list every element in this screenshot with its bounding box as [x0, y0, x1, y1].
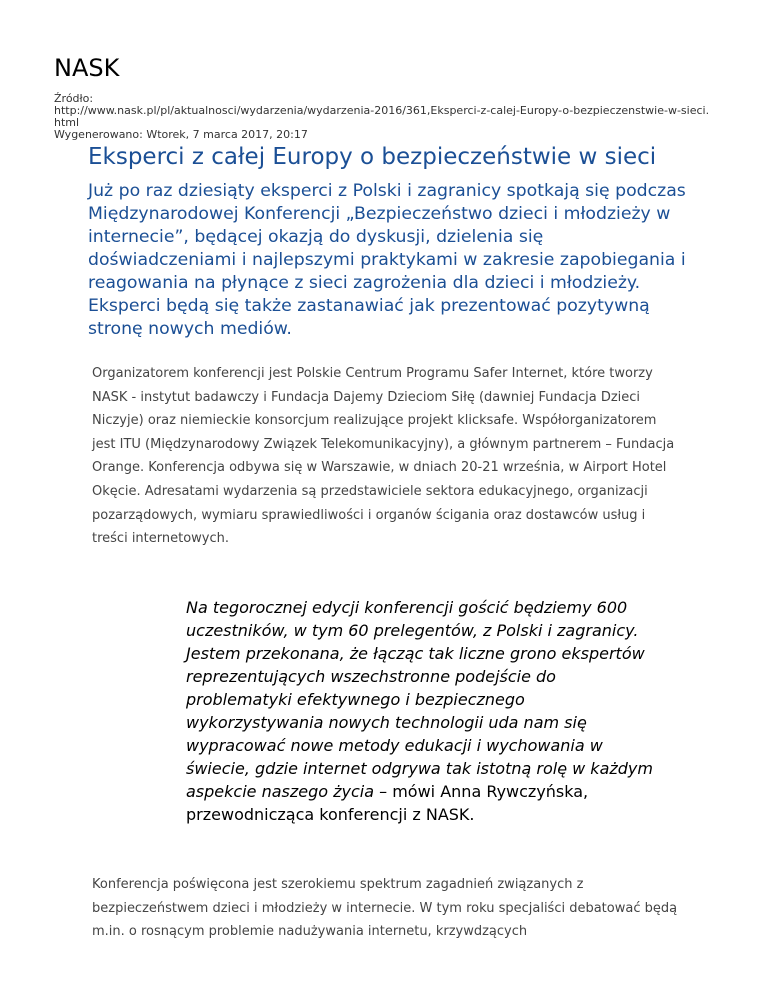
source-url[interactable]: http://www.nask.pl/pl/aktualnosci/wydarzenia/wydarzenia-2016/361,Eksperci-z-calej-Europy-o-bezpieczenstwie-w-sieci.html: [54, 104, 710, 129]
quote-text: Na tegorocznej edycji konferencji gościć będziemy 600 uczestników, w tym 60 prelegentów, z Polski i zagranicy. Jestem przekonana, że łącząc tak liczne grono ekspertów reprezentujących wszechstronne podejście do problematyki efektywnego i bezpiecznego wykorzystywania nowych technologii uda nam się wypracować nowe metody edukacji i wychowania w świecie, gdzie internet odgrywa tak istotną rolę w każdym aspekcie naszego życia: [186, 598, 653, 801]
site-name: NASK: [54, 54, 120, 82]
document-meta: [54, 93, 714, 141]
article-title: Eksperci z całej Europy o bezpieczeństwie w sieci: [88, 144, 657, 170]
article-paragraph: Organizatorem konferencji jest Polskie Centrum Programu Safer Internet, które tworzy NASK - instytut badawczy i Fundacja Dajemy Dzieciom Siłę (dawniej Fundacja Dzieci Niczyje) oraz niemieckie konsorcjum realizujące projekt klicksafe. Współorganizatorem jest ITU (Międzynarodowy Związek Telekomunikacyjny), a głównym partnerem – Fundacja Orange. Konferencja odbywa się w Warszawie, w dniach 20-21 września, w Airport Hotel Okęcie. Adresatami wydarzenia są przedstawiciele sektora edukacyjnego, organizacji pozarządowych, wymiaru sprawiedliwości i organów ścigania oraz dostawców usług i treści internetowych.: [92, 366, 675, 547]
article-lead: Już po raz dziesiąty eksperci z Polski i zagranicy spotkają się podczas Międzynarodowej Konferencji „Bezpieczeństwo dzieci i młodzieży w internecie”, będącej okazją do dyskusji, dzielenia się doświadczeniami i najlepszymi praktykami w zakresie zapobiegania i reagowania na płynące z sieci zagrożenia dla dzieci i młodzieży. Eksperci będą się także zastanawiać jak prezentować pozytywną stronę nowych mediów.: [88, 181, 686, 339]
source-label: Źródło:: [54, 92, 94, 105]
article-quote: [186, 596, 656, 826]
quote-attribution: – mówi Anna Rywczyńska, przewodnicząca konferencji z NASK.: [186, 782, 589, 824]
generated-timestamp: Wygenerowano: Wtorek, 7 marca 2017, 20:17: [54, 128, 308, 141]
article-paragraph: Konferencja poświęcona jest szerokiemu spektrum zagadnień związanych z bezpieczeństwem dzieci i młodzieży w internecie. W tym roku specjaliści debatować będą m.in. o rosnącym problemie nadużywania internetu, krzywdzących: [92, 877, 678, 940]
